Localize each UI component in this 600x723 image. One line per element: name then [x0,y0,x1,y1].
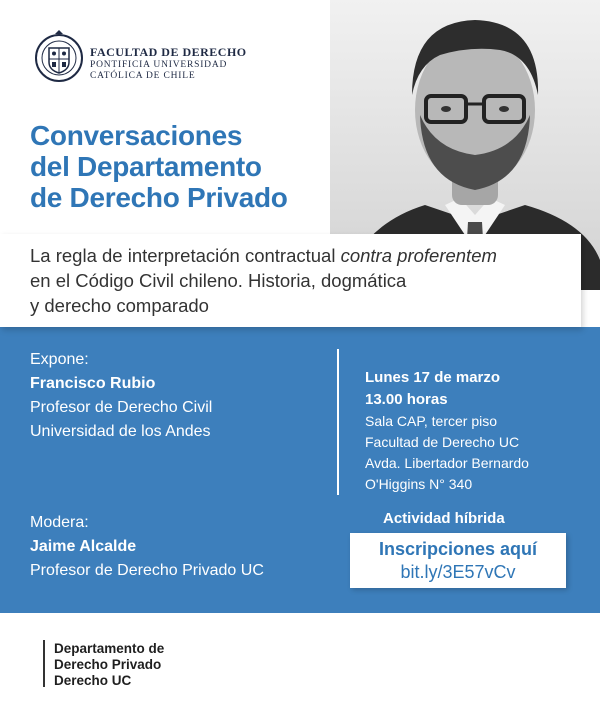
details-band [0,327,600,613]
vertical-divider [337,349,339,495]
event-date: Lunes 17 de marzo [365,369,501,386]
registration-cta: Inscripciones aquí [378,539,538,559]
talk-topic-box [0,234,581,327]
footer-line3: Derecho UC [54,673,132,688]
event-details [365,367,529,495]
event-place-building: Facultad de Derecho UC [365,434,520,450]
event-place-room: Sala CAP, tercer piso [365,413,498,429]
activity-mode: Actividad híbrida [383,510,505,527]
moderator-role: Profesor de Derecho Privado UC [30,562,264,579]
registration-link[interactable]: bit.ly/3E57vCv [400,562,516,582]
faculty-wordmark [90,46,247,82]
event-title-line3: de Derecho Privado [30,182,288,213]
university-name-line2: CATÓLICA DE CHILE [90,70,196,81]
speaker-block [30,348,212,444]
talk-topic [30,243,575,318]
event-time: 13.00 horas [365,391,448,408]
moderator-name: Jaime Alcalde [30,538,137,555]
speaker-name: Francisco Rubio [30,375,156,392]
footer-line1: Departamento de [54,641,165,656]
footer-line2: Derecho Privado [54,657,162,672]
speaker-role: Profesor de Derecho Civil [30,399,213,416]
event-address-line1: Avda. Libertador Bernardo [365,455,529,471]
university-seal-logo [34,28,84,88]
event-address-line2: O'Higgins N° 340 [365,476,473,492]
university-name-line1: PONTIFICIA UNIVERSIDAD [90,59,228,70]
footer-accent-bar [43,640,45,687]
registration-box[interactable] [350,533,566,588]
talk-topic-line3: y derecho comparado [30,295,209,316]
talk-topic-line1 [30,243,575,268]
talk-topic-line1-text: La regla de interpretación contractual [30,245,341,266]
event-title [30,120,330,213]
speaker-affiliation: Universidad de los Andes [30,423,211,440]
talk-topic-line2: en el Código Civil chileno. Historia, dogmática [30,270,407,291]
speaker-label: Expone: [30,351,89,368]
moderator-label: Modera: [30,514,89,531]
moderator-block [30,511,264,583]
faculty-name: FACULTAD DE DERECHO [90,45,247,59]
event-title-line2: del Departamento [30,151,262,182]
footer-department [54,641,164,689]
event-title-line1: Conversaciones [30,120,243,151]
talk-topic-italic: contra proferentem [340,245,497,266]
